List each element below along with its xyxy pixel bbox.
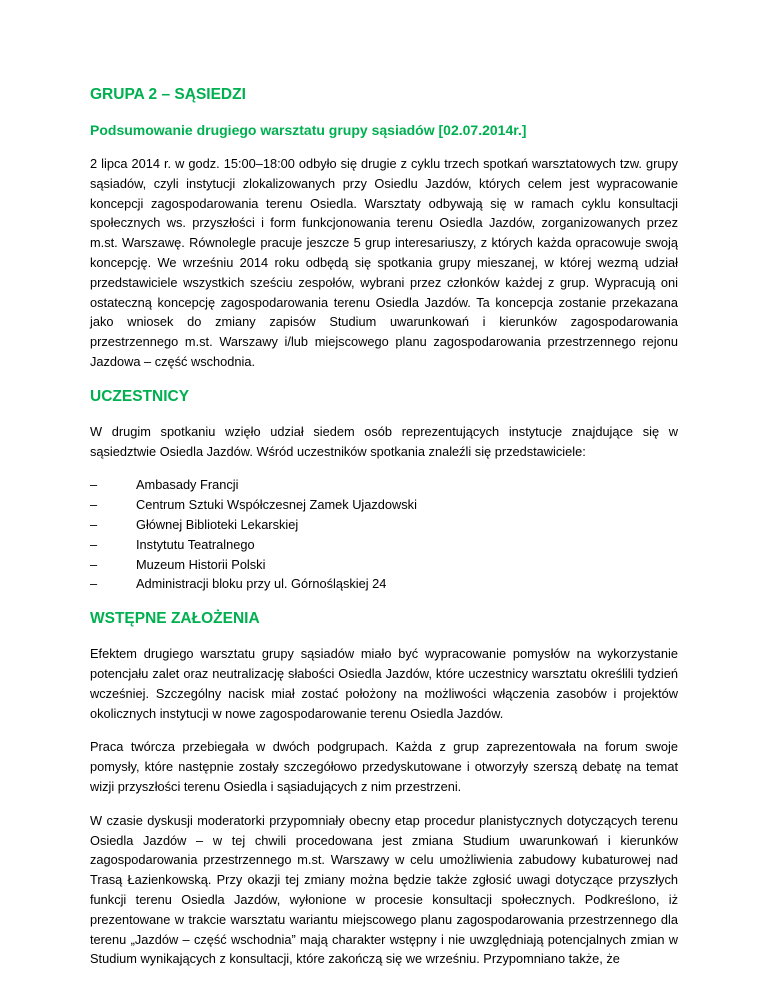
participants-paragraph: W drugim spotkaniu wzięło udział siedem osób reprezentujących instytucje znajdujące się w sąsiedztwie Osiedla Jazdów. Wśród uczestników spotkania znaleźli się przedstawiciele: <box>90 423 678 459</box>
list-item-label: Głównej Biblioteki Lekarskiej <box>136 516 299 532</box>
dash-bullet: – <box>90 497 98 513</box>
intro-paragraph: 2 lipca 2014 r. w godz. 15:00–18:00 odbyło się drugie z cyklu trzech spotkań warsztatowych tzw. grupy sąsiadów, czyli instytucji zlokalizowanych przy Osiedlu Jazdów, których celem jest wypracowanie koncepcji zagospodarowania terenu Osiedla. Warsztaty odbywają się w ramach cyklu konsultacji społecznych ws. przyszłości i form funkcjonowania terenu Osiedla Jazdów, zorganizowanych przez m.st. Warszawę. Równolegle pracuje jeszcze 5 grup interesariuszy, z których każda opracowuje swoją koncepcję. We wrześniu 2014 roku odbędą się spotkania grupy mieszanej, w której wezmą udział przedstawiciele wszystkich sześciu zespołów, wybrani przez członków każdej z grup. Wypracują oni ostateczną koncepcję zagospodarowania terenu Osiedla Jazdów. Ta koncepcja zostanie przekazana jako wniosek do zmiany zapisów Studium uwarunkowań i kierunków zagospodarowania przestrzennego m.st. Warszawy i/lub miejscowego planu zagospodarowania przestrzennego rejonu Jazdowa – część wschodnia. <box>90 156 678 369</box>
assumptions-paragraph-1: Efektem drugiego warsztatu grupy sąsiadów miało być wypracowanie pomysłów na wykorzystanie potencjału zalet oraz neutralizację słabości Osiedla Jazdów, które uczestnicy warsztatu określili tydzień wcześniej. Szczególny nacisk miał zostać położony na możliwości włączenia zasobów i projektów okolicznych instytucji w nowe zagospodarowanie terenu Osiedla Jazdów. <box>90 646 678 721</box>
list-item <box>90 574 678 594</box>
list-item-label: Muzeum Historii Polski <box>136 556 266 572</box>
assumptions-heading: WSTĘPNE ZAŁOŻENIA <box>90 610 260 628</box>
list-item <box>90 475 678 495</box>
dash-bullet: – <box>90 576 98 592</box>
document-subtitle: Podsumowanie drugiego warsztatu grupy sąsiadów [02.07.2014r.] <box>90 122 527 138</box>
dash-bullet: – <box>90 556 98 572</box>
dash-bullet: – <box>90 536 98 552</box>
dash-bullet: – <box>90 477 98 493</box>
list-item <box>90 495 678 515</box>
dash-bullet: – <box>90 516 98 532</box>
participants-heading: UCZESTNICY <box>90 387 190 405</box>
participants-list <box>90 475 678 594</box>
assumptions-paragraph-2: Praca twórcza przebiegała w dwóch podgrupach. Każda z grup zaprezentowała na forum swoje pomysły, które następnie zostały szczegółowo przedyskutowane i otworzyły szerszą debatę na temat wizji przyszłości terenu Osiedla i sąsiadujących z nim przestrzeni. <box>90 739 678 794</box>
assumptions-paragraph-3: W czasie dyskusji moderatorki przypomniały obecny etap procedur planistycznych dotyczących terenu Osiedla Jazdów – w tej chwili procedowana jest zmiana Studium uwarunkowań i kierunków zagospodarowania przestrzennego m.st. Warszawy w celu umożliwienia zabudowy kubaturowej nad Trasą Łazienkowską. Przy okazji tej zmiany można będzie także zgłosić uwagi dotyczące przyszłych funkcji terenu Osiedla Jazdów, wyłonione w procesie konsultacji społecznych. Podkreślono, iż prezentowane w trakcie warsztatu wariantu miejscowego planu zagospodarowania przestrzennego dla terenu „Jazdów – część wschodnia” mają charakter wstępny i nie uwzględniają potencjalnych zmian w Studium wynikających z konsultacji, które zakończą się we wrześniu. Przypomniano także, że <box>90 812 678 967</box>
document-page <box>90 84 678 983</box>
list-item <box>90 555 678 575</box>
list-item <box>90 535 678 555</box>
list-item-label: Centrum Sztuki Współczesnej Zamek Ujazdowski <box>136 497 417 513</box>
list-item-label: Instytutu Teatralnego <box>136 536 255 552</box>
list-item-label: Administracji bloku przy ul. Górnośląskiej 24 <box>136 576 387 592</box>
document-title: GRUPA 2 – SĄSIEDZI <box>90 86 246 103</box>
list-item-label: Ambasady Francji <box>136 477 239 493</box>
list-item <box>90 515 678 535</box>
